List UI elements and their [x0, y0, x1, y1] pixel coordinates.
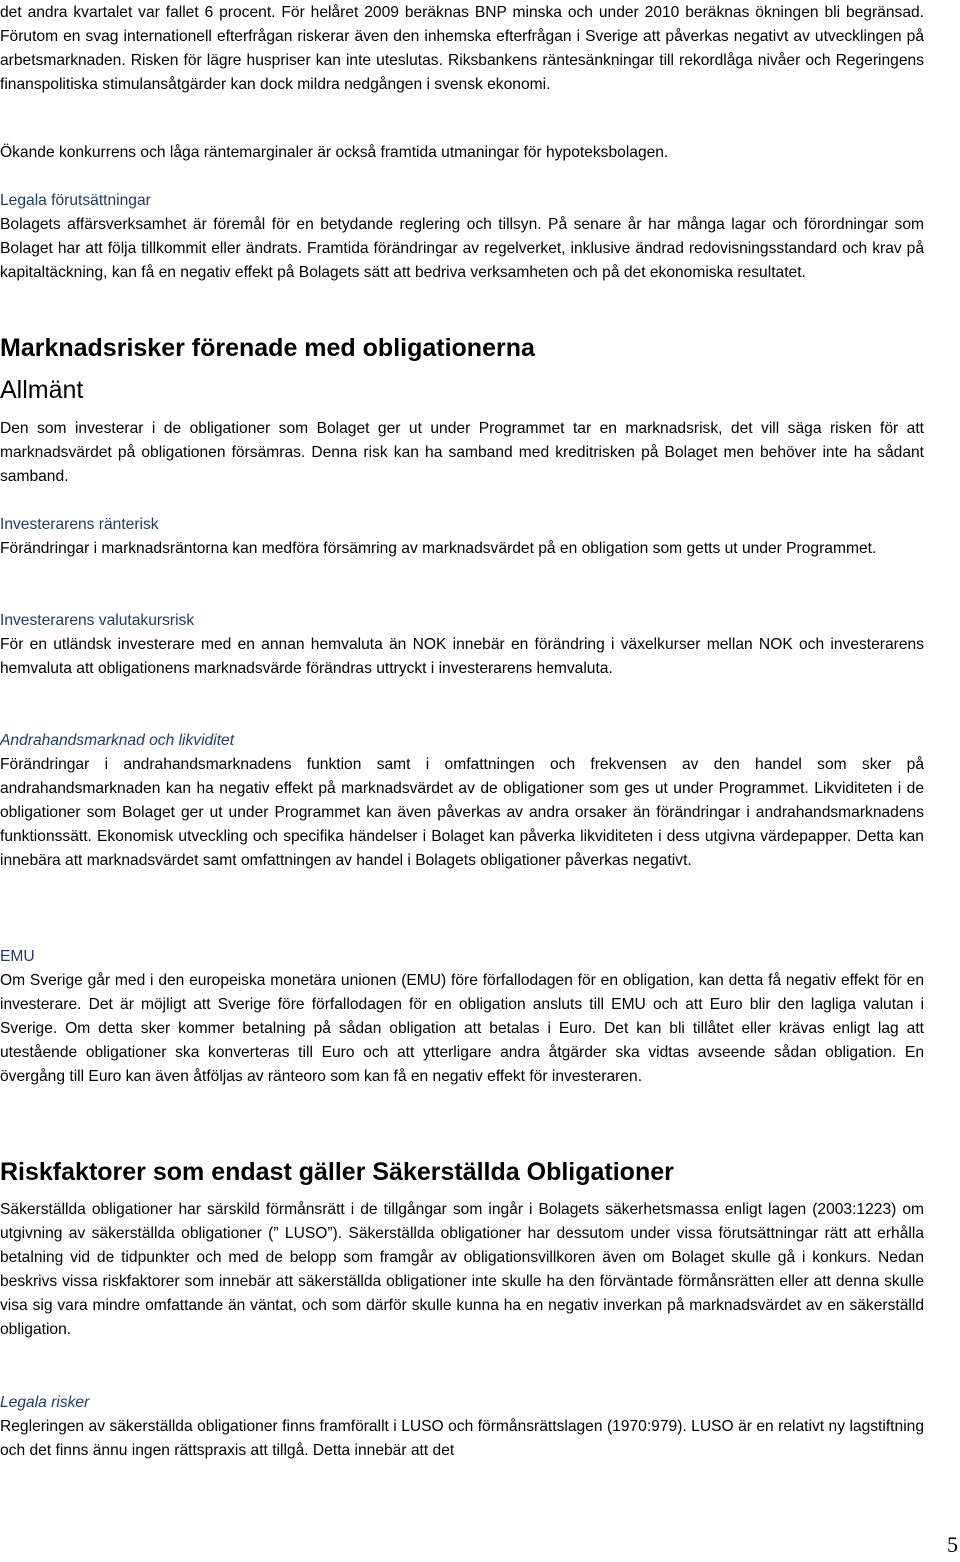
page-number: 5 — [947, 1532, 958, 1557]
currency-risk-body: För en utländsk investerare med en annan hemvaluta än NOK innebär en förändring i växelkurser mellan NOK och investerarens hemvaluta att obligationens marknadsvärde förändras uttryckt i investerarens hemvaluta. — [0, 636, 924, 677]
emu-section — [0, 945, 924, 1089]
economy-paragraph: det andra kvartalet var fallet 6 procent. För helåret 2009 beräknas BNP minska och under 2010 beräknas ökningen bli begränsad. Förutom en svag internationell efterfrågan riskerar även den inhemska efterfrågan i Sverige att påverkas negativt av utvecklingen på arbetsmarknaden. Risken för lägre huspriser kan inte uteslutas. Riksbankens räntesänkningar till rekordlåga nivåer och Regeringens finanspolitiska stimulansåtgärder kan dock mildra nedgången i svensk ekonomi. — [0, 4, 924, 93]
general-heading: Allmänt — [0, 376, 84, 404]
covered-heading-block — [0, 1157, 924, 1187]
interest-risk-heading: Investerarens ränterisk — [0, 516, 159, 533]
competition-paragraph: Ökande konkurrens och låga räntemarginaler är också framtida utmaningar för hypoteksbolagen. — [0, 144, 669, 161]
legal-section — [0, 189, 924, 285]
covered-intro: Säkerställda obligationer har särskild förmånsrätt i de tillgångar som ingår i Bolagets säkerhetsmassa enligt lagen (2003:1223) om utgivning av säkerställda obligationer (” LUSO”). Säkerställda obligationer har dessutom under vissa förutsättningar rätt att erhålla betalning vid de tidpunkter och med de belopp som framgår av obligationsvillkoren även om Bolaget skulle gå i konkurs. Nedan beskrivs vissa riskfaktorer som innebär att säkerställda obligationer inte skulle ha den förväntade förmånsrätten eller att denna skulle visa sig vara mindre omfattande än väntat, och som därför skulle kunna ha en negativ inverkan på marknadsvärdet av en säkerställd obligation. — [0, 1201, 924, 1338]
market-intro: Den som investerar i de obligationer som Bolaget ger ut under Programmet tar en marknadsrisk, det vill säga risken för att marknadsvärdet på obligationen försämras. Denna risk kan ha samband med kreditrisken på Bolaget men behöver inte ha sådant samband. — [0, 420, 924, 485]
competition-paragraph-block — [0, 141, 924, 165]
liquidity-heading: Andrahandsmarknad och likviditet — [0, 732, 235, 749]
legal-heading: Legala förutsättningar — [0, 192, 151, 209]
legal-risks-body: Regleringen av säkerställda obligationer finns framförallt i LUSO och förmånsrättslagen (1970:979). LUSO är en relativt ny lagstiftning och det finns ännu ingen rättspraxis att tillgå. Detta innebär att det — [0, 1418, 924, 1459]
general-heading-block — [0, 375, 924, 405]
emu-body: Om Sverige går med i den europeiska monetära unionen (EMU) före förfallodagen för en obligation, kan detta få negativ effekt för en investerare. Det är möjligt att Sverige före förfallodagen för en obligation ansluts till EMU och att Euro blir den lagliga valutan i Sverige. Om detta sker kommer betalning på sådan obligation att betalas i Euro. Det kan bli tillåtet eller krävas enligt lag att utestående obligationer ska konverteras till Euro och att ytterligare andra åtgärder ska vidtas avseende sådan obligation. En övergång till Euro kan även åtföljas av ränteoro som kan få en negativ effekt för investeraren. — [0, 972, 924, 1085]
legal-risks-section — [0, 1391, 924, 1463]
covered-heading: Riskfaktorer som endast gäller Säkerställda Obligationer — [0, 1158, 674, 1186]
market-heading-block — [0, 333, 924, 363]
market-heading: Marknadsrisker förenade med obligationerna — [0, 334, 535, 362]
legal-body: Bolagets affärsverksamhet är föremål för en betydande reglering och tillsyn. På senare år har många lagar och förordningar som Bolaget har att följa tillkommit eller ändrats. Framtida förändringar av regelverket, inklusive ändrad redovisningsstandard och krav på kapitaltäckning, kan få en negativ effekt på Bolagets sätt att bedriva verksamheten och på det ekonomiska resultatet. — [0, 216, 924, 281]
market-intro-block — [0, 417, 924, 489]
currency-risk-heading: Investerarens valutakursrisk — [0, 612, 195, 629]
liquidity-body: Förändringar i andrahandsmarknadens funktion samt i omfattningen och frekvensen av den handel som sker på andrahandsmarknaden kan ha negativ effekt på marknadsvärdet av de obligationer som ges ut under Programmet. Likviditeten i de obligationer som Bolaget ger ut under Programmet kan även påverkas av andra orsaker än förändringar i andrahandsmarknadens funktionssätt. Ekonomisk utveckling och specifika händelser i Bolaget kan påverka likviditeten i dess utgivna värdepapper. Detta kan innebära att marknadsvärdet samt omfattningen av handel i Bolagets obligationer påverkas negativt. — [0, 756, 924, 869]
intro-paragraph — [0, 1, 924, 97]
interest-risk-section — [0, 513, 924, 561]
interest-risk-body: Förändringar i marknadsräntorna kan medföra försämring av marknadsvärdet på en obligation som getts ut under Programmet. — [0, 540, 877, 557]
legal-risks-heading: Legala risker — [0, 1394, 90, 1411]
liquidity-section — [0, 729, 924, 873]
emu-heading: EMU — [0, 948, 35, 965]
covered-intro-block — [0, 1198, 924, 1342]
currency-risk-section — [0, 609, 924, 681]
